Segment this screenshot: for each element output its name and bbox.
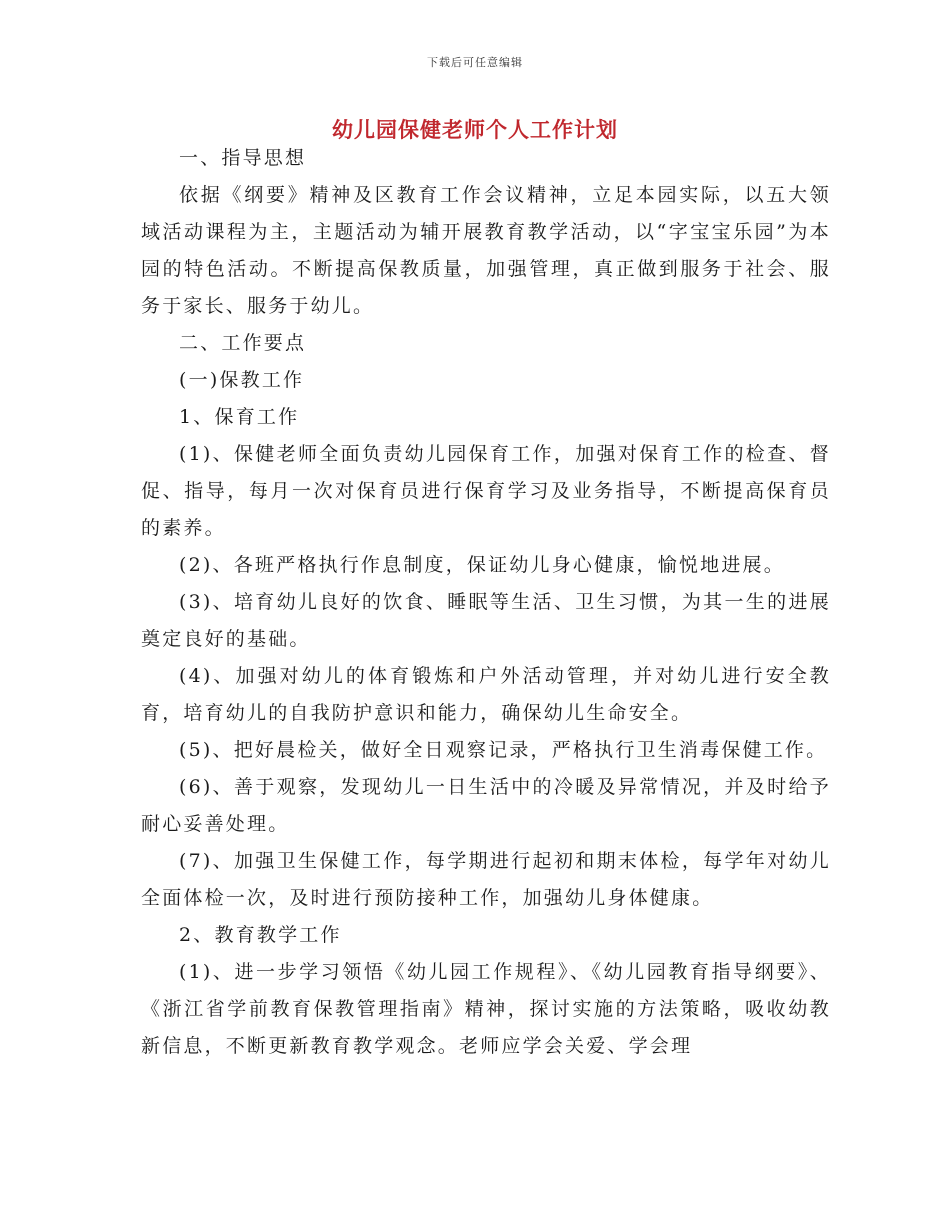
header-note: 下载后可任意编辑: [427, 56, 523, 69]
heading-care-education: (一)保教工作: [179, 369, 305, 391]
list-item: (2)、各班严格执行作息制度，保证幼儿身心健康，愉悦地进展。: [179, 554, 785, 576]
document-body: [141, 140, 831, 1065]
heading-work-points: 二、工作要点: [179, 332, 307, 354]
heading-guiding-ideology: 一、指导思想: [179, 147, 307, 169]
paragraph-guiding-ideology: 依据《纲要》精神及区教育工作会议精神，立足本园实际，以五大领域活动课程为主，主题活动为辅开展教育教学活动，以“字宝宝乐园”为本园的特色活动。不断提高保教质量，加强管理，真正做到服务于社会、服务于家长、服务于幼儿。: [141, 184, 831, 317]
document-title: 幼儿园保健老师个人工作计划: [332, 117, 618, 142]
heading-care-work: 1、保育工作: [179, 406, 300, 428]
list-item: (1)、保健老师全面负责幼儿园保育工作，加强对保育工作的检查、督促、指导，每月一次对保育员进行保育学习及业务指导，不断提高保育员的素养。: [141, 443, 831, 539]
list-item: (7)、加强卫生保健工作，每学期进行起初和期末体检，每学年对幼儿全面体检一次，及时进行预防接种工作，加强幼儿身体健康。: [141, 850, 831, 909]
heading-teaching-work: 2、教育教学工作: [179, 924, 342, 946]
list-item: (4)、加强对幼儿的体育锻炼和户外活动管理，并对幼儿进行安全教育，培育幼儿的自我防护意识和能力，确保幼儿生命安全。: [141, 665, 831, 724]
list-item: (5)、把好晨检关，做好全日观察记录，严格执行卫生消毒保健工作。: [179, 739, 828, 761]
list-item: (3)、培育幼儿良好的饮食、睡眠等生活、卫生习惯，为其一生的进展奠定良好的基础。: [141, 591, 831, 650]
list-item: (1)、进一步学习领悟《幼儿园工作规程》、《幼儿园教育指导纲要》、《浙江省学前教育保教管理指南》精神，探讨实施的方法策略，吸收幼教新信息，不断更新教育教学观念。老师应学会关爱、学会理: [141, 961, 831, 1057]
list-item: (6)、善于观察，发现幼儿一日生活中的冷暖及异常情况，并及时给予耐心妥善处理。: [141, 776, 831, 835]
